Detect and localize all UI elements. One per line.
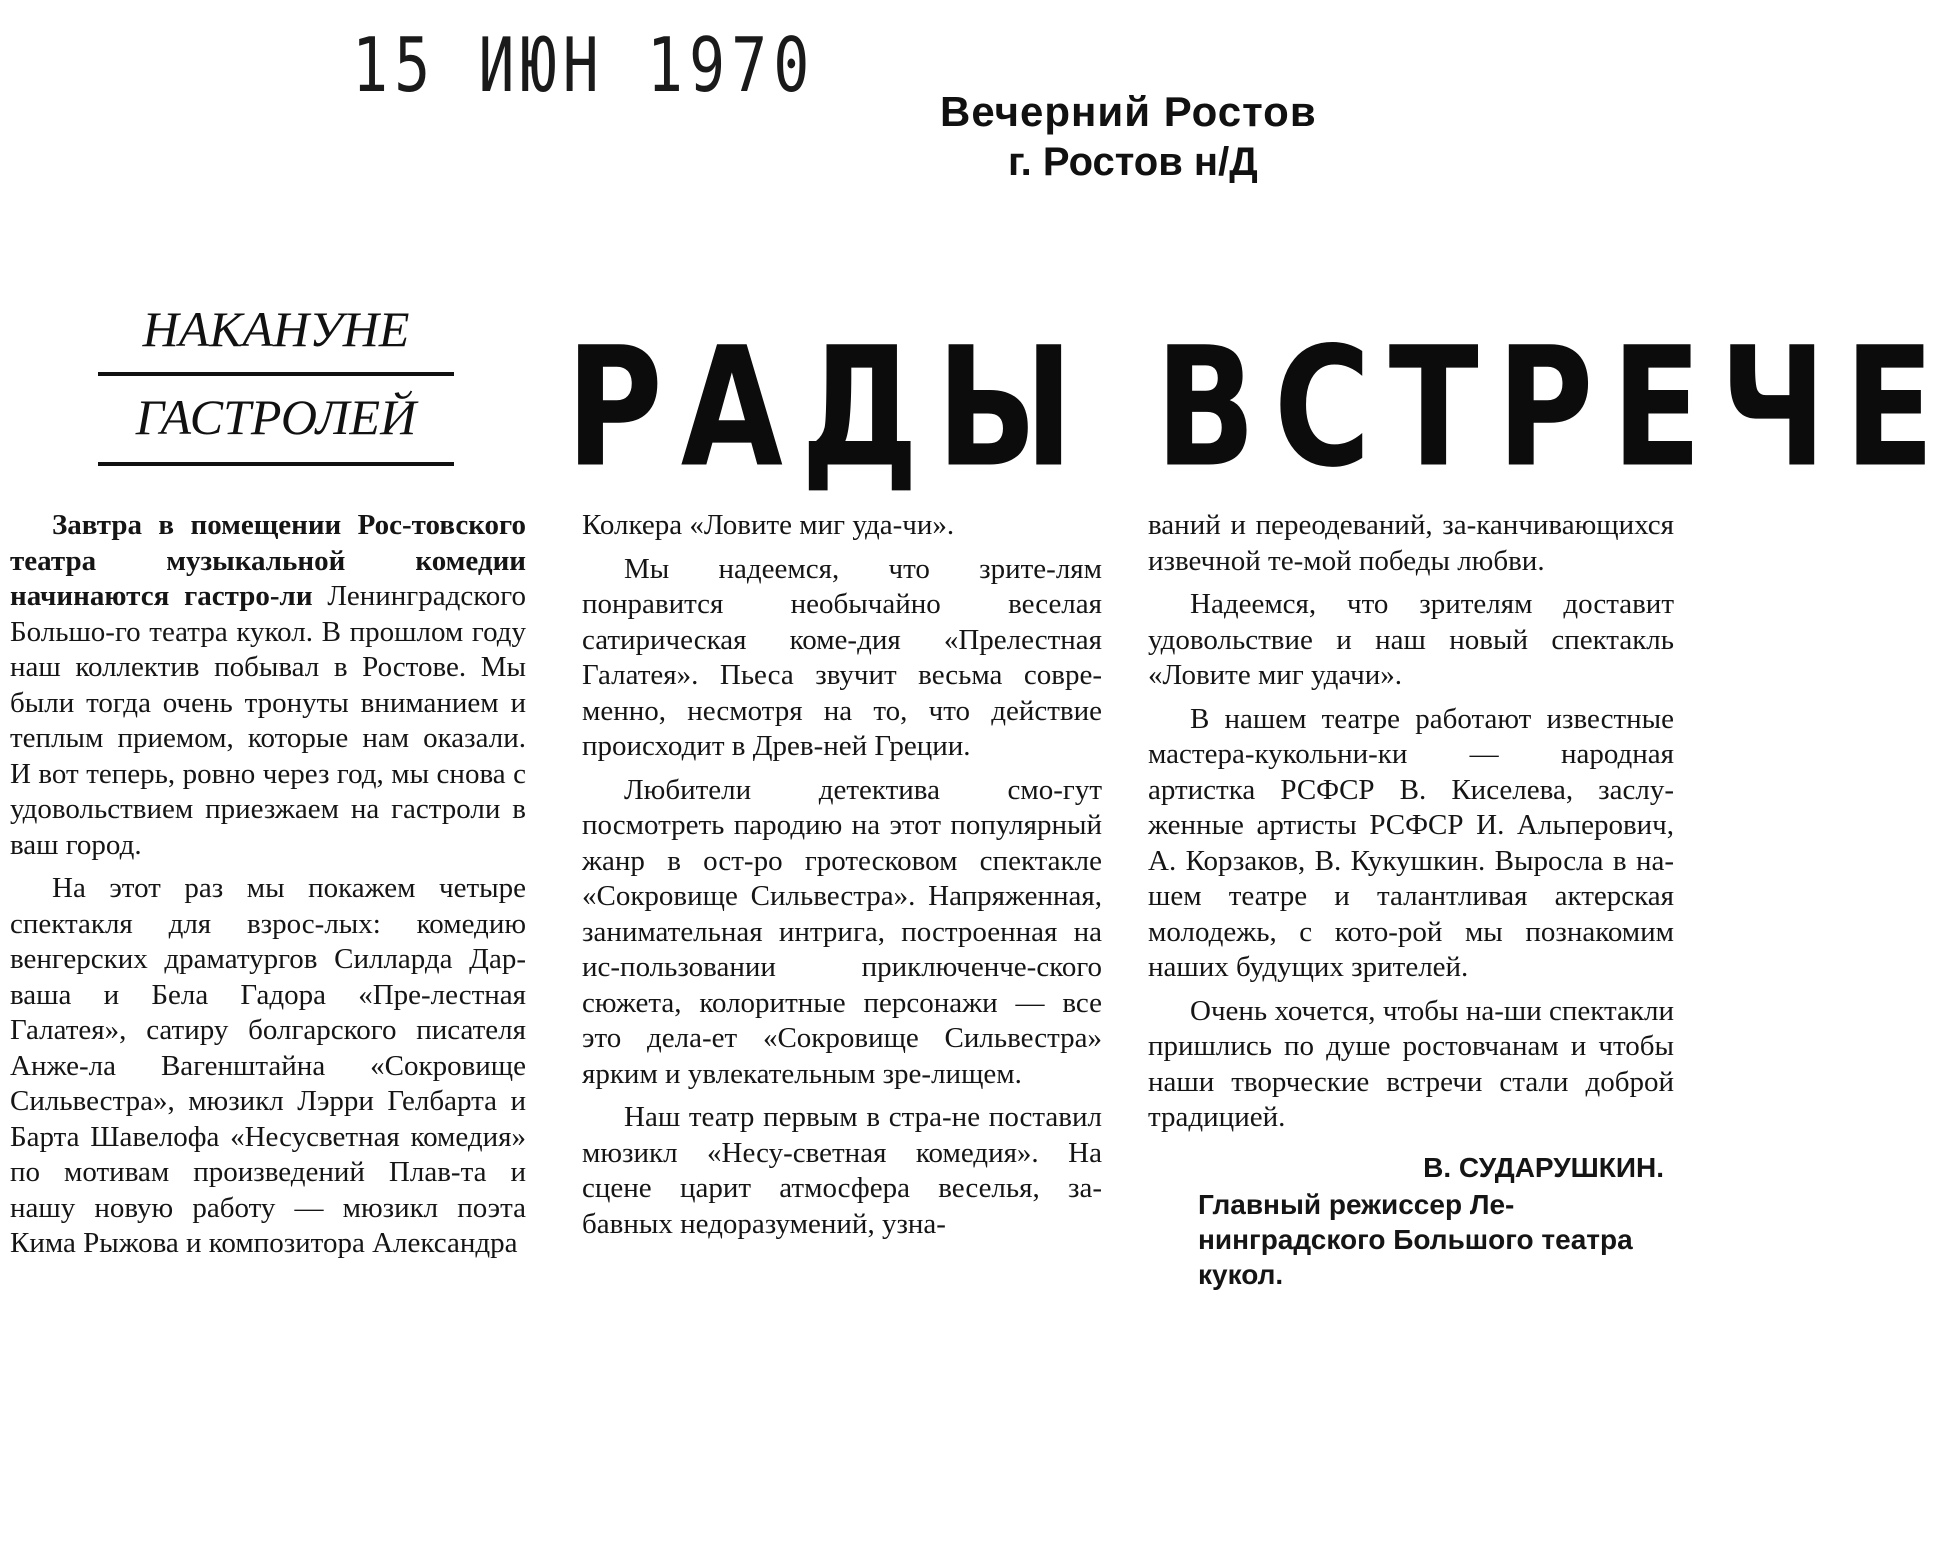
rubric-line-2: ГАСТРОЛЕЙ: [98, 376, 454, 466]
date-stamp: 15 ИЮН 1970: [352, 22, 816, 110]
article-lead: Завтра в помещении Рос-товского театра музыкальной комедии начинаются гастро-ли: [10, 509, 526, 612]
article-column-1: [10, 508, 526, 1270]
article-paragraph: Очень хочется, чтобы на-ши спектакли пришлись по душе ростовчанам и чтобы наши творческие встречи стали доброй традицией.: [1148, 994, 1674, 1133]
newspaper-stamp: [940, 88, 1410, 185]
article-paragraph: Мы надеемся, что зрите-лям понравится необычайно веселая сатирическая коме-дия «Прелестная Галатея». Пьеса звучит весьма совре-менно, несмотря на то, что действие происходит в Древ-ней Греции.: [582, 552, 1102, 762]
article-lead-rest: Ленинградского Большо-го театра кукол. В прошлом году наш коллектив побывал в Ростове. Мы были тогда очень тронуты вниманием и теплым приемом, которые нам оказали. И вот теперь, ровно через год, мы снова с удовольствием приезжаем на гастроли в ваш город.: [10, 580, 526, 861]
signature-author: В. СУДАРУШКИН.: [1423, 1151, 1664, 1183]
rubric-line-1: НАКАНУНЕ: [98, 300, 454, 376]
article-paragraph: На этот раз мы покажем четыре спектакля для взрос-лых: комедию венгерских драматургов Силларда Дар-ваша и Бела Гадора «Пре-лестная Галатея», сатиру болгарского писателя Анже-ла Вагенштайна «Сокровище Сильвестра», мюзикл Лэрри Гелбарта и Барта Шавелофа «Несусветная комедия» по мотивам произведений Плав-та и нашу новую работу — мюзикл поэта Кима Рыжова и композитора Александра: [10, 872, 526, 1259]
newspaper-city: г. Ростов н/Д: [1008, 140, 1258, 184]
section-rubric: [98, 300, 454, 466]
article-signature: [1148, 1150, 1674, 1292]
article-paragraph: Колкера «Ловите миг уда-чи».: [582, 509, 955, 541]
article-column-2: [582, 508, 1102, 1250]
newspaper-name: Вечерний Ростов: [940, 88, 1317, 135]
article-paragraph: Наш театр первым в стра-не поставил мюзикл «Несу-светная комедия». На сцене царит атмосфера веселья, за-бавных недоразумений, узна-: [582, 1101, 1102, 1240]
signature-role: Главный режиссер Ле-нинградского Большого театра кукол.: [1198, 1188, 1633, 1290]
article-column-3: [1148, 508, 1674, 1292]
article-paragraph: Любители детектива смо-гут посмотреть пародию на этот популярный жанр в ост-ро гротесковом спектакле «Сокровище Сильвестра». Напряженная, занимательная интрига, построенная на ис-пользовании приключенче-ского сюжета, колоритные персонажи — все это дела-ет «Сокровище Сильвестра» ярким и увлекательным зре-лищем.: [582, 773, 1102, 1090]
article-paragraph: В нашем театре работают известные мастера-кукольни-ки — народная артистка РСФСР В. Киселева, заслу-женные артисты РСФСР И. Альперович, А. Корзаков, В. Кукушкин. Выросла в на-шем театре и талантливая актерская молодежь, с кото-рой мы познакомим наших будущих зрителей.: [1148, 702, 1674, 983]
article-paragraph: [10, 508, 526, 863]
article-headline: РАДЫ ВСТРЕЧЕ: [566, 312, 1952, 505]
article-paragraph: Надеемся, что зрителям доставит удовольствие и наш новый спектакль «Ловите миг удачи».: [1148, 588, 1674, 691]
article-paragraph: ваний и переодеваний, за-канчивающихся извечной те-мой победы любви.: [1148, 509, 1674, 577]
